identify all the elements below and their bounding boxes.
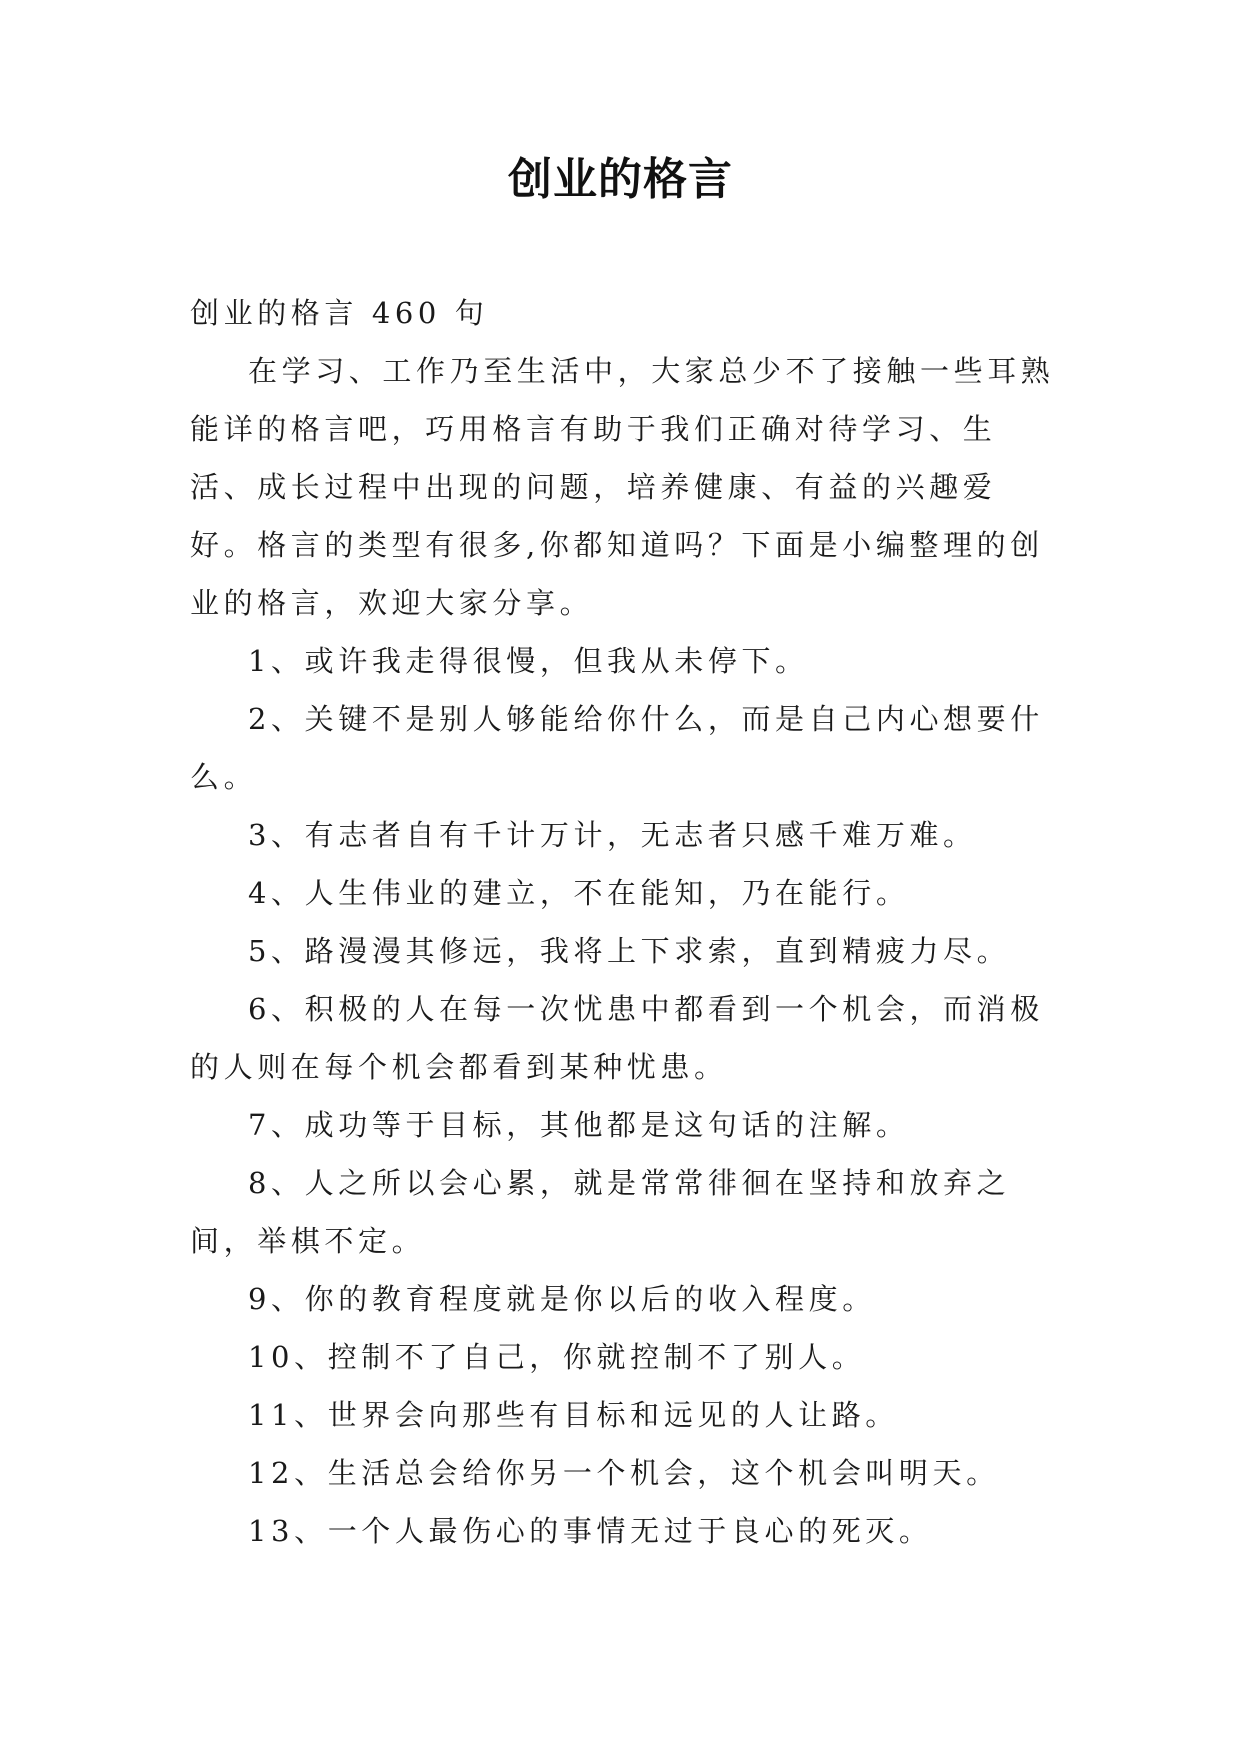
maxim-item-13: 13、一个人最伤心的事情无过于良心的死灭。 [248, 1514, 933, 1548]
maxim-item-2: 2、关键不是别人够能给你什么，而是自己内心想要什么。 [190, 702, 1044, 794]
maxim-item-10: 10、控制不了自己，你就控制不了别人。 [248, 1340, 866, 1374]
document-title: 创业的格言 [508, 154, 733, 205]
intro-paragraph: 在学习、工作乃至生活中，大家总少不了接触一些耳熟能详的格言吧，巧用格言有助于我们正确对待学习、生活、成长过程中出现的问题，培养健康、有益的兴趣爱好。格言的类型有很多,你都知道吗？下面是小编整理的创业的格言，欢迎大家分享。 [190, 354, 1055, 620]
document-body [190, 284, 1060, 1560]
maxim-item-6: 6、积极的人在每一次忧患中都看到一个机会，而消极的人则在每个机会都看到某种忧患。 [190, 992, 1044, 1084]
document-subtitle: 创业的格言 460 句 [190, 296, 489, 330]
maxim-item-11: 11、世界会向那些有目标和远见的人让路。 [248, 1398, 899, 1432]
maxim-item-5: 5、路漫漫其修远，我将上下求索，直到精疲力尽。 [248, 934, 1011, 968]
maxim-item-1: 1、或许我走得很慢，但我从未停下。 [248, 644, 809, 678]
maxim-item-4: 4、人生伟业的建立，不在能知，乃在能行。 [248, 876, 910, 910]
maxim-item-12: 12、生活总会给你另一个机会，这个机会叫明天。 [248, 1456, 1000, 1490]
maxim-item-9: 9、你的教育程度就是你以后的收入程度。 [248, 1282, 876, 1316]
maxim-item-8: 8、人之所以会心累，就是常常徘徊在坚持和放弃之间，举棋不定。 [190, 1166, 1011, 1258]
maxim-item-3: 3、有志者自有千计万计，无志者只感千难万难。 [248, 818, 977, 852]
maxim-item-7: 7、成功等于目标，其他都是这句话的注解。 [248, 1108, 910, 1142]
